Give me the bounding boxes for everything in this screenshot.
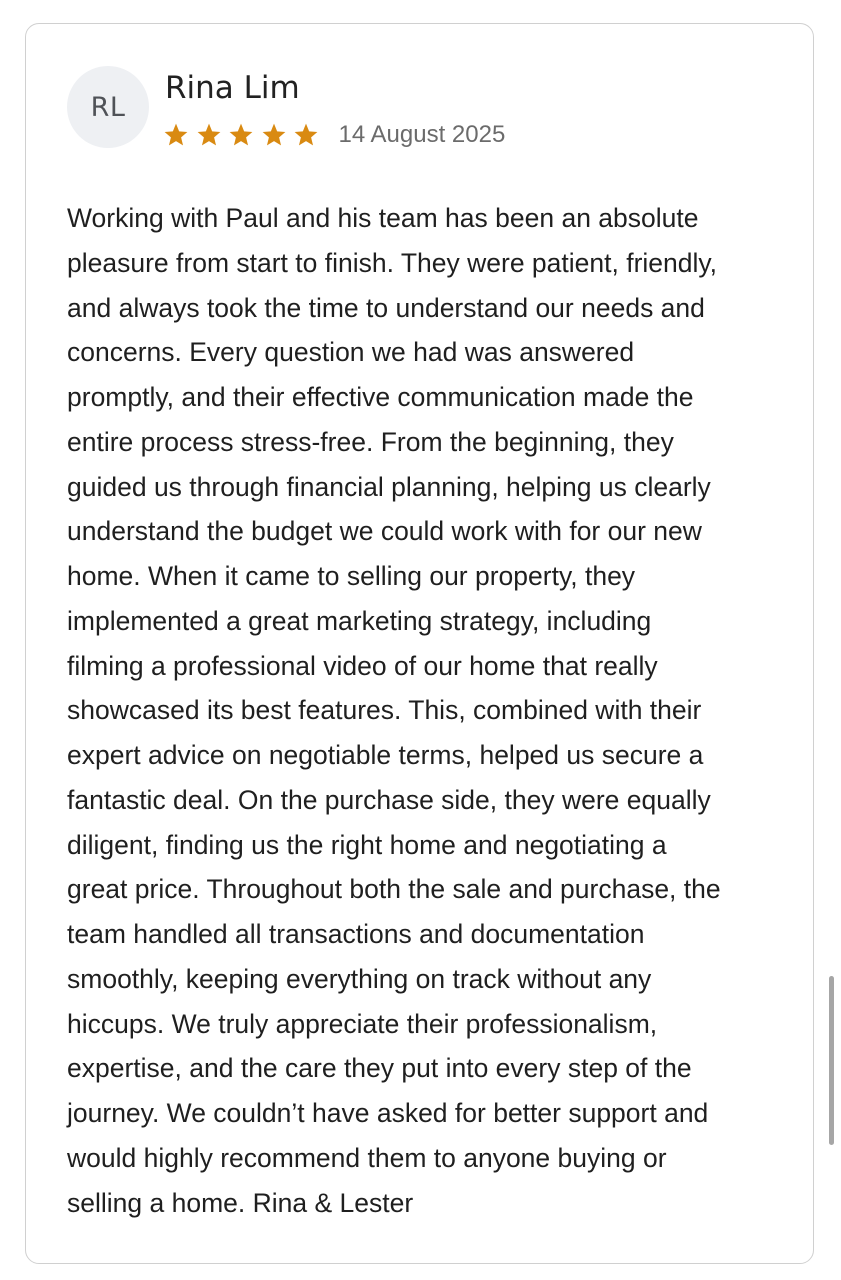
review-text-line: smoothly, keeping everything on track without any	[67, 963, 652, 994]
star-icon	[228, 122, 254, 148]
review-text-line: filming a professional video of our home that really	[67, 650, 658, 681]
review-card	[25, 23, 814, 1264]
star-icon	[163, 122, 189, 148]
review-text	[67, 196, 779, 1225]
rating-row	[163, 120, 505, 150]
review-text-line: diligent, finding us the right home and negotiating a	[67, 829, 667, 860]
review-text-line: implemented a great marketing strategy, including	[67, 605, 652, 636]
review-text-line: hiccups. We truly appreciate their professionalism,	[67, 1008, 658, 1039]
review-date: 14 August 2025	[338, 121, 506, 148]
review-text-line: expert advice on negotiable terms, helped us secure a	[67, 740, 704, 770]
review-text-line: fantastic deal. On the purchase side, they were equally	[67, 784, 711, 815]
review-text-line: guided us through financial planning, helping us clearly	[67, 471, 711, 502]
review-text-line: pleasure from start to finish. They were patient, friendly,	[67, 247, 718, 278]
avatar[interactable]	[67, 66, 149, 148]
star-icon	[196, 122, 222, 148]
star-icon	[261, 122, 287, 148]
review-text-line: concerns. Every question we had was answered	[67, 337, 635, 368]
review-text-line: journey. We couldn’t have asked for better support and	[67, 1098, 709, 1128]
review-text-line: and always took the time to understand our needs and	[67, 292, 705, 323]
star-icon	[293, 122, 319, 148]
review-text-line: promptly, and their effective communication made the	[67, 382, 694, 412]
review-text-line: Working with Paul and his team has been an absolute	[67, 203, 699, 233]
reviewer-name[interactable]: Rina Lim	[165, 70, 300, 106]
scrollbar-thumb[interactable]	[829, 976, 834, 1145]
review-text-line: entire process stress-free. From the beginning, they	[67, 426, 674, 457]
review-text-line: great price. Throughout both the sale and purchase, the	[67, 874, 721, 905]
review-text-line: selling a home. Rina & Lester	[67, 1187, 414, 1218]
review-text-line: home. When it came to selling our property, they	[67, 561, 636, 591]
review-text-line: would highly recommend them to anyone buying or	[67, 1142, 667, 1173]
review-text-line: understand the budget we could work with for our new	[67, 516, 702, 547]
avatar-initials: RL	[90, 91, 126, 123]
review-text-line: showcased its best features. This, combined with their	[67, 695, 702, 726]
star-rating	[163, 122, 326, 148]
review-text-line: team handled all transactions and documentation	[67, 919, 645, 949]
review-text-line: expertise, and the care they put into every step of the	[67, 1053, 692, 1084]
